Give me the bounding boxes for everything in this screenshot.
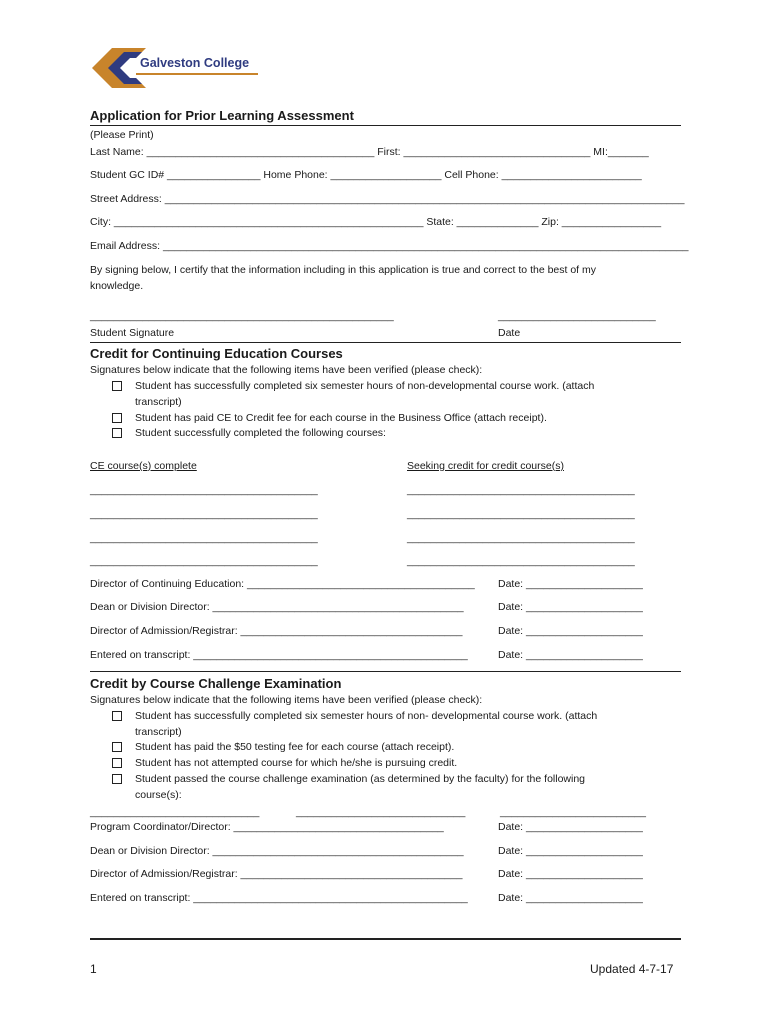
ce-item-courses: Student successfully completed the following courses: bbox=[135, 427, 386, 439]
certification-text-cont: knowledge. bbox=[90, 280, 144, 292]
section-rule bbox=[90, 671, 681, 672]
ce-registrar-date-line[interactable]: Date: ____________________ bbox=[498, 625, 643, 637]
credit-course-blank[interactable]: _______________________________________ bbox=[407, 508, 635, 520]
student-signature-label: Student Signature bbox=[90, 327, 175, 339]
ce-item-transcript-cont: transcript) bbox=[135, 396, 182, 408]
cc-registrar-date-line[interactable]: Date: ____________________ bbox=[498, 868, 643, 880]
page-number: 1 bbox=[90, 962, 97, 976]
section-rule bbox=[90, 342, 681, 343]
certification-text: By signing below, I certify that the information including in this application is true and correct to the best of my bbox=[90, 264, 597, 276]
cc-passed-exam-checkbox[interactable] bbox=[112, 774, 122, 784]
email-address-field-line[interactable]: Email Address: __________________________________________________________________________________________ bbox=[90, 240, 689, 252]
name-field-line[interactable]: Last Name: _______________________________________ First: ________________________________ MI:_______ bbox=[90, 146, 649, 158]
title-rule bbox=[90, 125, 681, 126]
student-signature-line[interactable]: ____________________________________________________ bbox=[90, 310, 394, 322]
ce-director-date-line[interactable]: Date: ____________________ bbox=[498, 578, 643, 590]
ce-course-blank[interactable]: _______________________________________ bbox=[90, 484, 318, 496]
city-state-zip-field-line[interactable]: City: _____________________________________________________ State: ______________ Zip: _________________ bbox=[90, 216, 662, 228]
ce-courses-checkbox[interactable] bbox=[112, 428, 122, 438]
ce-course-blank[interactable]: _______________________________________ bbox=[90, 555, 318, 567]
ce-completed-column-header: CE course(s) complete bbox=[90, 460, 197, 472]
cc-transcript-date-line[interactable]: Date: ____________________ bbox=[498, 892, 643, 904]
ce-transcript-entry-line[interactable]: Entered on transcript: _______________________________________________ bbox=[90, 649, 468, 661]
ce-item-transcript: Student has successfully completed six semester hours of non-developmental course work. (attach bbox=[135, 380, 595, 392]
cc-dean-date-line[interactable]: Date: ____________________ bbox=[498, 845, 643, 857]
id-phone-field-line[interactable]: Student GC ID# ________________ Home Phone: ___________________ Cell Phone: ________________________ bbox=[90, 169, 642, 181]
cc-course-blank[interactable]: _____________________________ bbox=[90, 806, 260, 818]
ce-course-blank[interactable]: _______________________________________ bbox=[90, 508, 318, 520]
cc-coordinator-date-line[interactable]: Date: ____________________ bbox=[498, 821, 643, 833]
ce-dean-date-line[interactable]: Date: ____________________ bbox=[498, 601, 643, 613]
cc-not-attempted-checkbox[interactable] bbox=[112, 758, 122, 768]
ce-transcript-date-line[interactable]: Date: ____________________ bbox=[498, 649, 643, 661]
credit-course-blank[interactable]: _______________________________________ bbox=[407, 555, 635, 567]
ce-fee-checkbox[interactable] bbox=[112, 413, 122, 423]
seeking-credit-column-header: Seeking credit for credit course(s) bbox=[407, 460, 564, 472]
ce-item-fee: Student has paid CE to Credit fee for each course in the Business Office (attach receipt). bbox=[135, 412, 547, 424]
cc-transcript-entry-line[interactable]: Entered on transcript: _______________________________________________ bbox=[90, 892, 468, 904]
cc-intro-text: Signatures below indicate that the following items have been verified (please check): bbox=[90, 694, 483, 706]
please-print-note: (Please Print) bbox=[90, 129, 154, 141]
ce-intro-text: Signatures below indicate that the following items have been verified (please check): bbox=[90, 364, 483, 376]
cc-item-fee: Student has paid the $50 testing fee for each course (attach receipt). bbox=[135, 741, 455, 753]
cc-transcript-checkbox[interactable] bbox=[112, 711, 122, 721]
cc-section-heading: Credit by Course Challenge Examination bbox=[90, 676, 342, 691]
signature-date-label: Date bbox=[498, 327, 521, 339]
cc-item-transcript-cont: transcript) bbox=[135, 726, 182, 738]
ce-registrar-signature-line[interactable]: Director of Admission/Registrar: ______________________________________ bbox=[90, 625, 463, 637]
updated-date: Updated 4-7-17 bbox=[590, 962, 674, 976]
cc-item-not-attempted: Student has not attempted course for which he/she is pursuing credit. bbox=[135, 757, 458, 769]
cc-fee-checkbox[interactable] bbox=[112, 742, 122, 752]
cc-item-transcript: Student has successfully completed six semester hours of non- developmental course work. (attach bbox=[135, 710, 598, 722]
cc-registrar-signature-line[interactable]: Director of Admission/Registrar: ______________________________________ bbox=[90, 868, 463, 880]
cc-coordinator-signature-line[interactable]: Program Coordinator/Director: ____________________________________ bbox=[90, 821, 444, 833]
signature-date-line[interactable]: ___________________________ bbox=[498, 310, 656, 322]
cc-item-passed-exam-cont: course(s): bbox=[135, 789, 182, 801]
logo-wordmark: Galveston College bbox=[140, 56, 250, 70]
credit-course-blank[interactable]: _______________________________________ bbox=[407, 532, 635, 544]
cc-course-blank[interactable]: _____________________________ bbox=[296, 806, 466, 818]
ce-section-heading: Credit for Continuing Education Courses bbox=[90, 346, 343, 361]
page-title: Application for Prior Learning Assessment bbox=[90, 108, 354, 123]
cc-dean-signature-line[interactable]: Dean or Division Director: ___________________________________________ bbox=[90, 845, 464, 857]
cc-course-blank[interactable]: _________________________ bbox=[500, 806, 646, 818]
ce-dean-signature-line[interactable]: Dean or Division Director: ___________________________________________ bbox=[90, 601, 464, 613]
credit-course-blank[interactable]: _______________________________________ bbox=[407, 484, 635, 496]
cc-item-passed-exam: Student passed the course challenge examination (as determined by the faculty) for the following bbox=[135, 773, 586, 785]
street-address-field-line[interactable]: Street Address: _________________________________________________________________________________________ bbox=[90, 193, 685, 205]
ce-transcript-checkbox[interactable] bbox=[112, 381, 122, 391]
ce-director-signature-line[interactable]: Director of Continuing Education: _______________________________________ bbox=[90, 578, 475, 590]
ce-course-blank[interactable]: _______________________________________ bbox=[90, 532, 318, 544]
logo-underline bbox=[136, 73, 258, 75]
footer-rule bbox=[90, 938, 681, 940]
